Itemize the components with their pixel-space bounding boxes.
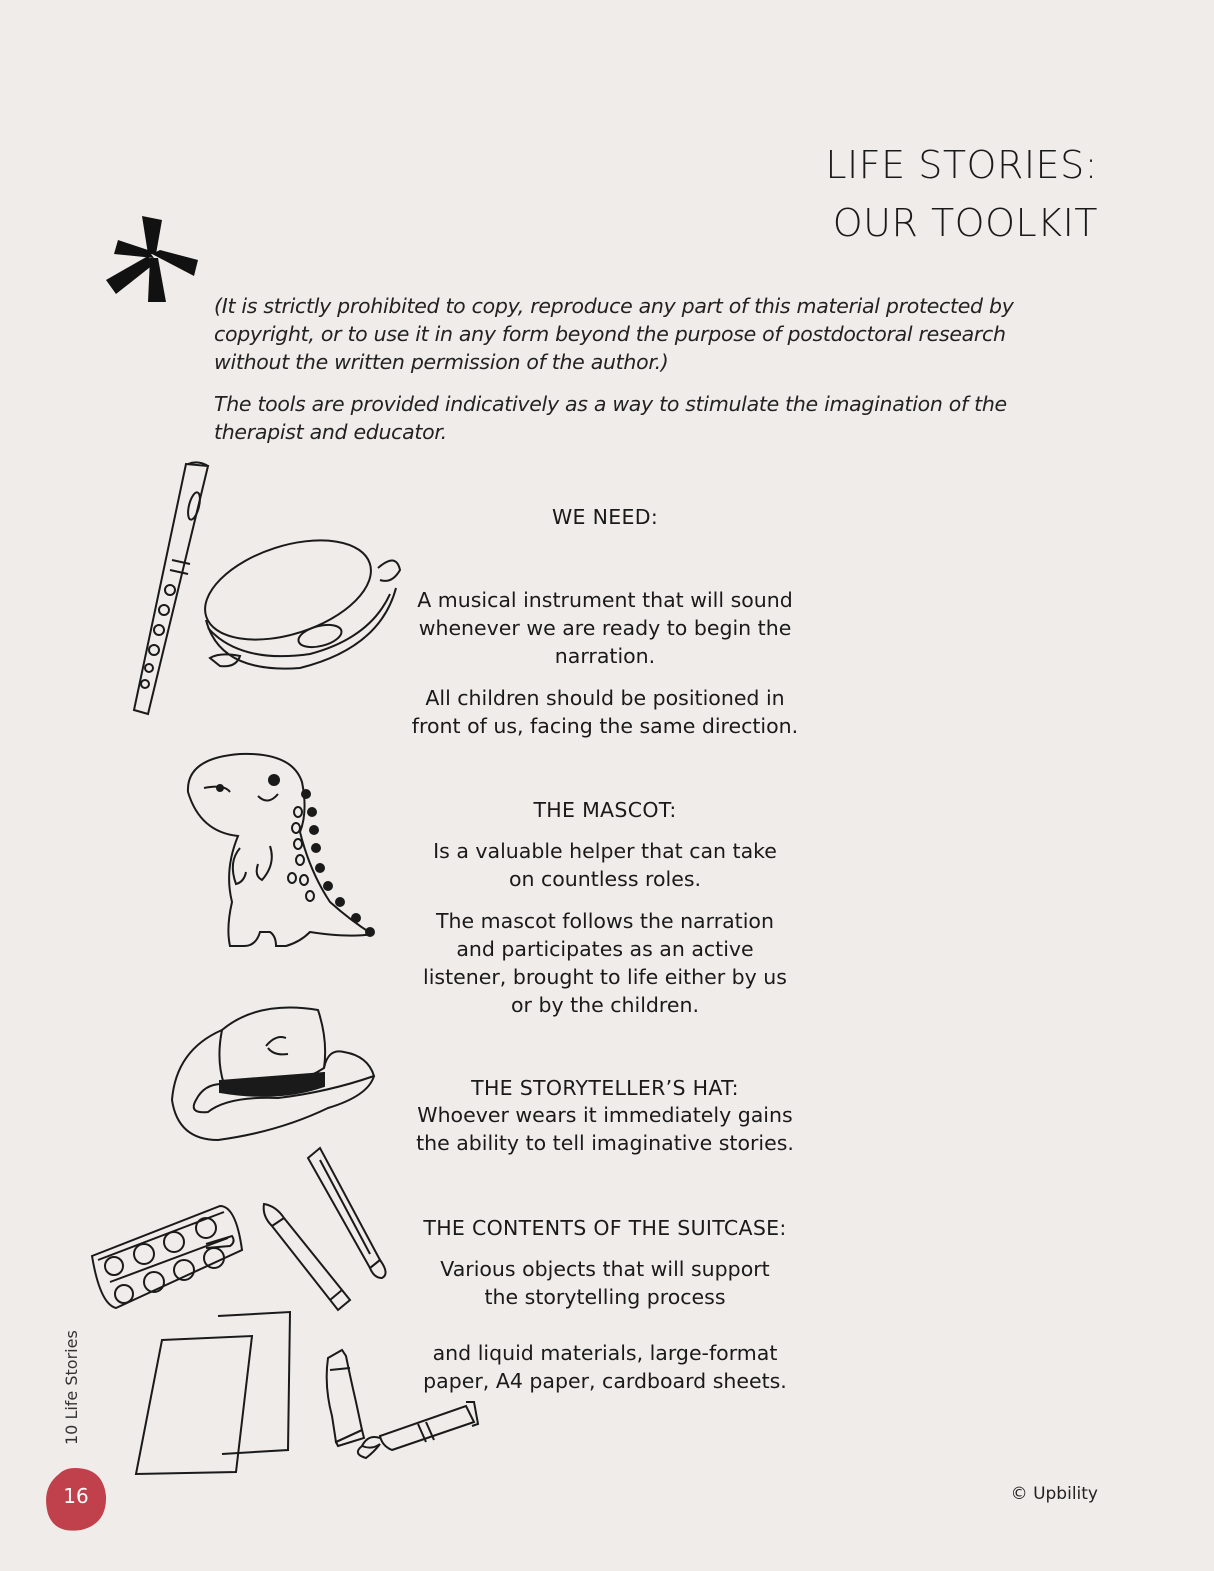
mascot-paragraph-1: Is a valuable helper that can take on countless roles. bbox=[433, 839, 777, 891]
we-need-section bbox=[400, 586, 810, 740]
hat-heading: THE STORYTELLER’S HAT: bbox=[471, 1076, 739, 1100]
hat-icon bbox=[168, 1000, 378, 1144]
paper-sheets-icon bbox=[132, 1310, 296, 1478]
page-title bbox=[825, 136, 1098, 252]
hat-paragraph-1: Whoever wears it immediately gains the ability to tell imaginative stories. bbox=[416, 1103, 794, 1155]
tambourine-icon bbox=[200, 528, 406, 676]
page-number-badge bbox=[45, 1466, 107, 1532]
crayon-icon bbox=[258, 1200, 358, 1320]
mascot-section bbox=[400, 837, 810, 1019]
we-need-paragraph-2: All children should be positioned in front of us, facing the same direction. bbox=[411, 686, 799, 738]
suitcase-paragraph-1: Various objects that will support the storytelling process bbox=[440, 1257, 770, 1309]
title-line-1: LIFE STORIES: bbox=[825, 143, 1098, 187]
title-line-2: OUR TOOLKIT bbox=[832, 201, 1098, 245]
page-number: 16 bbox=[63, 1484, 89, 1508]
watercolor-palette-icon bbox=[86, 1200, 246, 1312]
asterisk-icon bbox=[104, 214, 200, 306]
side-label: 10 Life Stories bbox=[62, 1330, 81, 1445]
copyright-warning: (It is strictly prohibited to copy, reproduce any part of this material protected by copyright, or to use it in any form beyond the purpose of postdoctoral research without the written permission of the author.) bbox=[214, 294, 1014, 374]
notice-block bbox=[214, 292, 1014, 460]
paint-tube-icon bbox=[322, 1346, 482, 1462]
copyright-notice: © Upbility bbox=[1010, 1484, 1098, 1504]
hat-section bbox=[400, 1101, 810, 1157]
suitcase-paragraph-2: and liquid materials, large-format paper, A4 paper, cardboard sheets. bbox=[423, 1341, 787, 1393]
suitcase-heading: THE CONTENTS OF THE SUITCASE: bbox=[423, 1216, 787, 1240]
mascot-heading: THE MASCOT: bbox=[533, 798, 677, 822]
we-need-paragraph-1: A musical instrument that will sound whenever we are ready to begin the narration. bbox=[417, 588, 793, 668]
mascot-paragraph-2: The mascot follows the narration and participates as an active listener, brought to life either by us or by the children. bbox=[423, 909, 787, 1017]
dinosaur-icon bbox=[180, 752, 380, 952]
we-need-heading: WE NEED: bbox=[551, 505, 659, 529]
tools-note: The tools are provided indicatively as a way to stimulate the imagination of the therapist and educator. bbox=[214, 392, 1007, 444]
